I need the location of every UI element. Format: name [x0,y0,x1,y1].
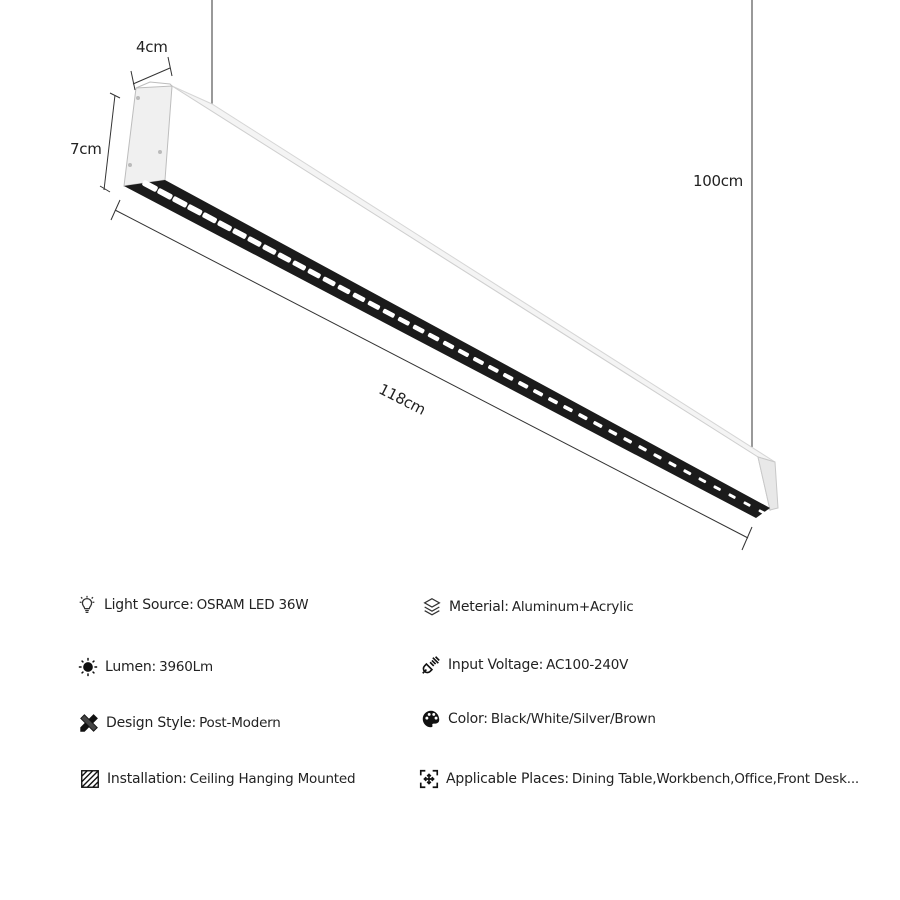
hatched-square-icon [79,768,101,790]
plug-icon [420,654,442,676]
palette-icon [420,708,442,730]
led-array [142,180,766,515]
spec-input-voltage: Input Voltage: AC100-240V [420,654,628,676]
spec-lumen: Lumen: 3960Lm [77,656,213,678]
lamp-side-face [160,86,770,510]
dimension-length-label: 118cm [375,380,429,419]
dimension-width-label: 4cm [136,38,168,56]
spec-light-source: Light Source: OSRAM LED 36W [76,594,308,616]
pencil-ruler-icon [78,712,100,734]
dimension-height-label: 7cm [70,140,102,158]
spec-material: Meterial: Aluminum+Acrylic [421,596,634,618]
lamp-top-face [172,86,775,462]
spec-applicable-places: Applicable Places: Dining Table,Workbench,Office,Front Desk... [418,768,859,790]
spec-installation: Installation: Ceiling Hanging Mounted [79,768,355,790]
focus-frame-icon [418,768,440,790]
bulb-icon [76,594,98,616]
dimension-hang-label: 100cm [693,172,743,190]
spec-color: Color: Black/White/Silver/Brown [420,708,656,730]
lamp-end-cap [124,86,172,186]
spec-design-style: Design Style: Post-Modern [78,712,281,734]
sun-icon [77,656,99,678]
layers-icon [421,596,443,618]
louver-strip [124,180,770,518]
